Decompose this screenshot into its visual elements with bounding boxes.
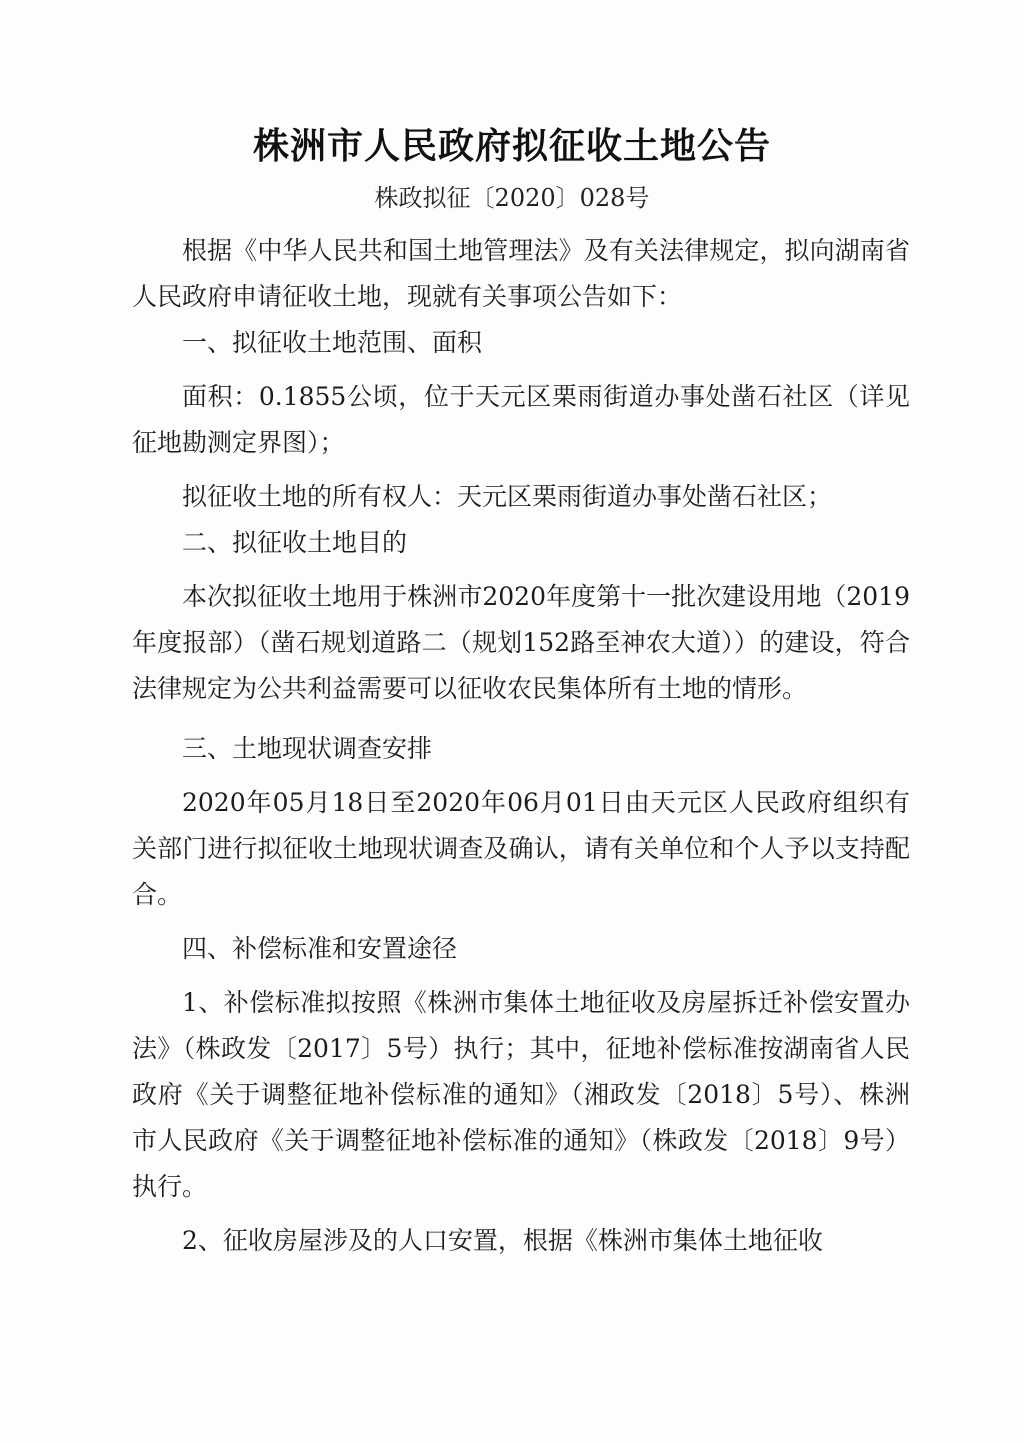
section-1-owner: 拟征收土地的所有权人：天元区栗雨街道办事处凿石社区； xyxy=(182,482,833,511)
section-2-purpose: 本次拟征收土地用于株洲市2020年度第十一批次建设用地（2019年度报部）（凿石规划道路二（规划152路至神农大道））的建设，符合法律规定为公共利益需要可以征收农民集体所有土地的情形。 xyxy=(132,582,910,703)
section-4-heading: 四、补偿标准和安置途径 xyxy=(182,934,458,963)
section-3-arrangement: 2020年05月18日至2020年06月01日由天元区人民政府组织有关部门进行拟征收土地现状调查及确认，请有关单位和个人予以支持配合。 xyxy=(132,788,910,909)
section-4-item-1: 1、补偿标准拟按照《株洲市集体土地征收及房屋拆迁补偿安置办法》（株政发〔2017〕5号）执行；其中，征地补偿标准按湖南省人民政府《关于调整征地补偿标准的通知》（湘政发〔2018〕5号）、株洲市人民政府《关于调整征地补偿标准的通知》（株政发〔2018〕9号）执行。 xyxy=(132,988,910,1201)
section-1-heading: 一、拟征收土地范围、面积 xyxy=(182,328,483,357)
section-3-heading: 三、土地现状调查安排 xyxy=(182,734,433,763)
section-4-item-2: 2、征收房屋涉及的人口安置，根据《株洲市集体土地征收 xyxy=(182,1226,823,1255)
document-number: 株政拟征〔2020〕028号 xyxy=(374,184,650,212)
intro-paragraph: 根据《中华人民共和国土地管理法》及有关法律规定，拟向湖南省人民政府申请征收土地，现就有关事项公告如下： xyxy=(132,236,910,311)
section-2-heading: 二、拟征收土地目的 xyxy=(182,528,408,557)
page-title: 株洲市人民政府拟征收土地公告 xyxy=(252,126,771,167)
section-1-area: 面积：0.1855公顷，位于天元区栗雨街道办事处凿石社区（详见征地勘测定界图）； xyxy=(132,382,910,457)
document-body xyxy=(132,228,910,1264)
